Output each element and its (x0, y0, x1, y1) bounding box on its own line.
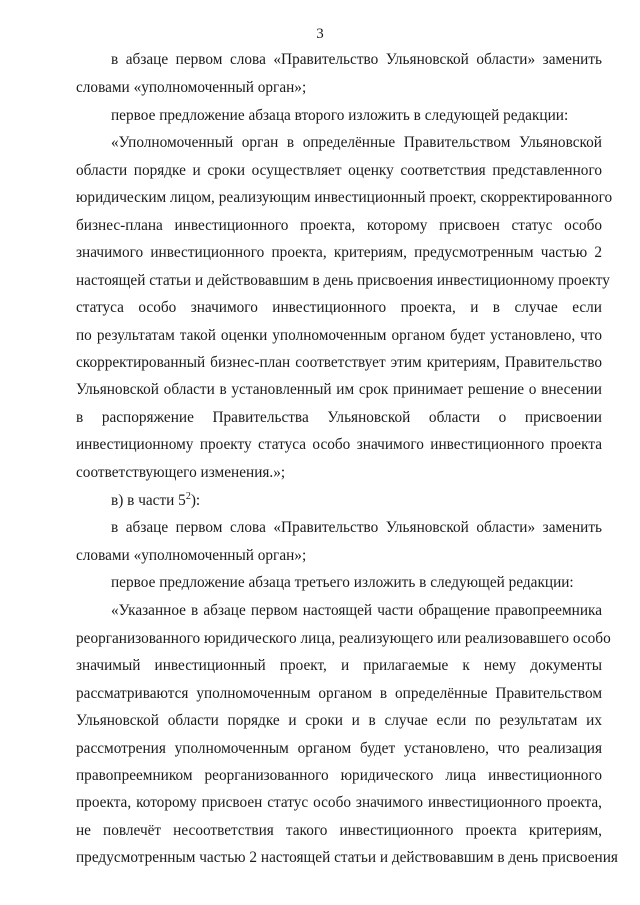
text-line: в абзаце первом слова «Правительство Ульяновской области» заменить (111, 51, 602, 68)
subsection-heading (111, 492, 200, 510)
text-line: Ульяновской области в установленный им срок принимает решение о внесении (76, 381, 602, 398)
text-line: словами «уполномоченный орган»; (76, 547, 307, 564)
text-line: «Уполномоченный орган в определённые Правительством Ульяновской (111, 134, 602, 151)
subsection-heading-text: в) в части 5 (111, 492, 186, 509)
text-line: настоящей статьи и действовавшим в день присвоения инвестиционному проекту (76, 272, 610, 289)
text-line: реорганизованного юридического лица, реализующего или реализовавшего особо (76, 630, 611, 647)
text-line: по результатам такой оценки уполномоченным органом будет установлено, что (76, 327, 602, 344)
subsection-heading-suffix: ): (190, 492, 201, 509)
text-line: юридическим лицом, реализующим инвестиционный проект, скорректированного (76, 189, 613, 206)
page-number: 3 (316, 26, 324, 42)
text-line: правопреемником реорганизованного юридического лица инвестиционного (76, 767, 602, 784)
text-line: проекта, которому присвоен статус особо значимого инвестиционного проекта, (76, 794, 602, 811)
text-line: инвестиционному проекту статуса особо значимого инвестиционного проекта (76, 436, 602, 453)
text-line: значимый инвестиционный проект, и прилагаемые к нему документы (76, 657, 602, 674)
text-line: рассмотрения уполномоченным органом будет установлено, что реализация (76, 740, 602, 757)
text-line: скорректированный бизнес-план соответствует этим критериям, Правительство (76, 354, 602, 371)
text-line: области порядке и сроки осуществляет оценку соответствия представленного (76, 162, 602, 179)
text-line: первое предложение абзаца второго изложить в следующей редакции: (111, 107, 569, 124)
text-line: значимого инвестиционного проекта, критериям, предусмотренным частью 2 (76, 244, 602, 261)
text-line: Ульяновской области порядке и сроки и в случае если по результатам их (76, 712, 602, 729)
text-line: в абзаце первом слова «Правительство Ульяновской области» заменить (111, 519, 602, 536)
text-line: словами «уполномоченный орган»; (76, 79, 307, 96)
text-line: предусмотренным частью 2 настоящей статьи и действовавшим в день присвоения (76, 849, 618, 866)
text-line: в распоряжение Правительства Ульяновской области о присвоении (76, 409, 602, 426)
text-line: «Указанное в абзаце первом настоящей части обращение правопреемника (111, 602, 602, 619)
superscript: 2 (185, 490, 191, 502)
text-line: бизнес-плана инвестиционного проекта, которому присвоен статус особо (76, 217, 602, 234)
text-line: соответствующего изменения.»; (76, 464, 286, 481)
text-line: первое предложение абзаца третьего изложить в следующей редакции: (111, 574, 574, 591)
text-line: статуса особо значимого инвестиционного проекта, и в случае если (76, 299, 602, 316)
text-line: не повлечёт несоответствия такого инвестиционного проекта критериям, (76, 822, 602, 839)
text-line: рассматриваются уполномоченным органом в определённые Правительством (76, 685, 602, 702)
